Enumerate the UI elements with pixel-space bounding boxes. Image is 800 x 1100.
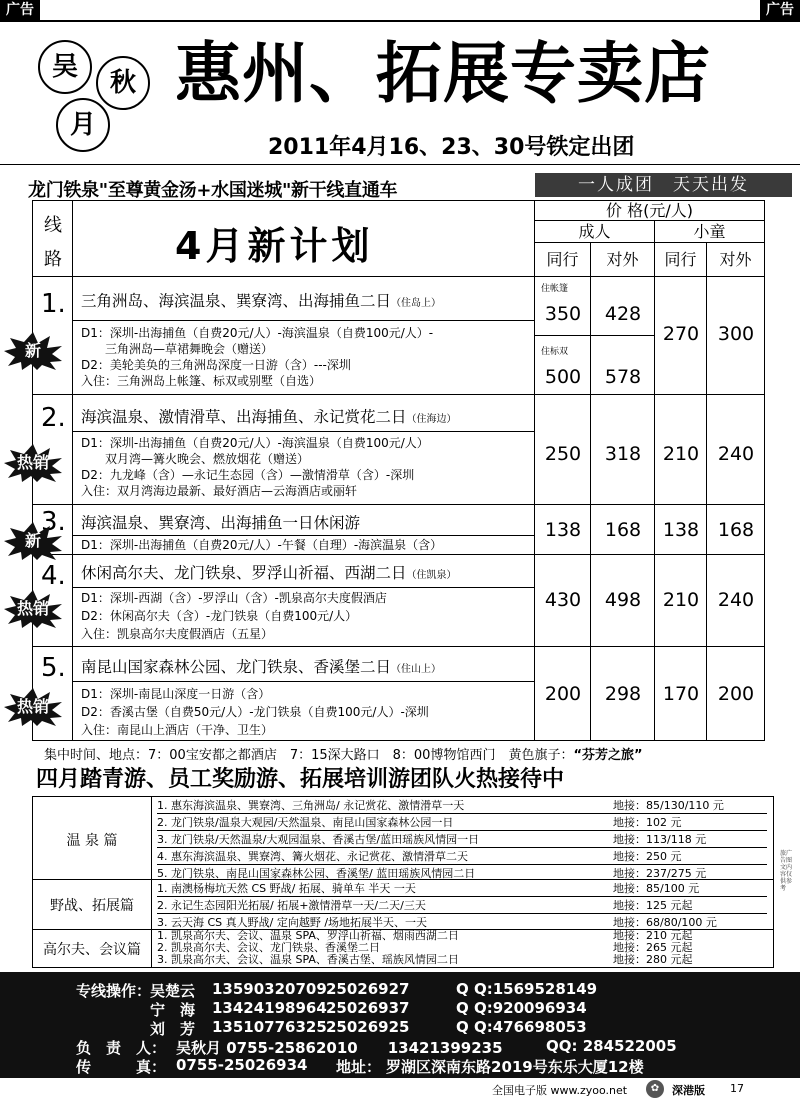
- route-1-child-peer-cell: [655, 277, 707, 395]
- section-item: [157, 954, 767, 966]
- section-item-text: 2. 龙门铁泉/温泉大观园/天然温泉、南昆山国家森林公园一日: [157, 816, 454, 829]
- route-2-adult-peer-cell: [535, 395, 591, 505]
- route-4-child-peer-cell: [655, 555, 707, 647]
- route-4-info: [73, 555, 535, 647]
- section-item-text: 1. 凯泉高尔夫、会议、温泉 SPA、罗浮山祈福、烟雨西湖二日: [157, 929, 459, 942]
- manager-label: 负 责 人：: [76, 1039, 167, 1057]
- contact-block: [0, 972, 800, 1078]
- route-2-num: 2.: [41, 403, 66, 433]
- departure-dates: 2011年4月16、23、30号铁定出团: [268, 135, 635, 160]
- section-item-price: 地接：102 元: [613, 816, 682, 829]
- section-item-price: 地接：113/118 元: [613, 833, 707, 846]
- route-2-child-peer-cell: [655, 395, 707, 505]
- route-5-details: [81, 685, 429, 739]
- route-5-num: 5.: [41, 653, 66, 683]
- contact-3-mobile: 13510776325: [212, 1018, 327, 1036]
- section-item-text: 3. 云天海 CS 真人野战/ 定向越野 /场地拓展半天、一天: [157, 916, 428, 929]
- route-3-child-ext-cell: [707, 505, 765, 555]
- plan-title: 4月新计划: [175, 224, 374, 268]
- route-4-adult-ext: 498: [604, 589, 642, 611]
- route-5-child-peer: 170: [662, 683, 700, 705]
- section-3-items: [157, 917, 767, 966]
- route-4-sep: [73, 587, 535, 588]
- contact-3-tel: 25026925: [326, 1018, 410, 1036]
- section-item-text: 4. 惠东海滨温泉、巽寮湾、篝火烟花、永记赏花、激情滑草二天: [157, 850, 468, 863]
- route-3-adult-peer-cell: [535, 505, 591, 555]
- route-5-title: [81, 655, 441, 677]
- route-1-std-peer: 500: [544, 366, 582, 388]
- section-item-price: 地接：85/130/110 元: [613, 799, 724, 812]
- meeting-text: 集中时间、地点：7：00宝安都之都酒店 7：15深大路口 8：00博物馆西门 黄色旗子：: [44, 748, 574, 763]
- brand-char-3: 月: [56, 98, 110, 152]
- section-item: [157, 797, 767, 814]
- route-5-title-note: （住山上）: [391, 664, 442, 675]
- route-5-line-3: 入住：南昆山上酒店（干净、卫生）: [81, 723, 274, 737]
- route-1-tent-ext-cell: [591, 277, 655, 336]
- section-2-label: 野战、拓展篇: [50, 898, 134, 914]
- contact-2-qq: Q Q:920096934: [456, 999, 587, 1017]
- route-4-num: 4.: [41, 561, 66, 591]
- route-3-num: 3.: [41, 507, 66, 537]
- route-2-adult-ext: 318: [604, 443, 642, 465]
- route-1-title: [81, 289, 441, 311]
- section-item-price: 地接：210 元起: [613, 929, 693, 942]
- fax-number: 0755-25026934: [176, 1056, 308, 1074]
- route-2-line-2: 双月湾—篝火晚会、燃放烟花（赠送）: [81, 452, 310, 466]
- section-item-price: 地接：125 元起: [613, 899, 693, 912]
- section-item-text: 5. 龙门铁泉、南昆山国家森林公园、香溪堡/ 蓝田瑶族风情园二日: [157, 867, 476, 880]
- promo-banner: 四月踏青游、员工奖励游、拓展培训游团队火热接待中: [36, 767, 565, 792]
- route-1-line-1: D1：深圳-出海捕鱼（自费20元/人）-海滨温泉（自费100元/人）-: [81, 326, 434, 340]
- route-2-title: [81, 405, 457, 427]
- route-2-line-4: 入住：双月湾海边最新、最好酒店—云海酒店或丽轩: [81, 484, 358, 498]
- address-label: 地址：: [336, 1058, 382, 1076]
- route-4-adult-peer: 430: [544, 589, 582, 611]
- section-item-text: 1. 惠东海滨温泉、巽寮湾、三角洲岛/ 永记赏花、激情滑草一天: [157, 799, 465, 812]
- section-item-text: 2. 凯泉高尔夫、会议、龙门铁泉、香溪堡二日: [157, 941, 380, 954]
- route-2-info: [73, 395, 535, 505]
- route-2-title-note: （住海边）: [406, 414, 457, 425]
- flag-name: “芬芳之旅”: [573, 748, 643, 763]
- route-5-child-peer-cell: [655, 647, 707, 741]
- footer-site: 全国电子版 www.zyoo.net: [492, 1084, 628, 1097]
- fax-label: 传 真：: [76, 1058, 167, 1076]
- route-1-tent-label: 住帐篷: [541, 284, 569, 294]
- route-5-line-2: D2：香溪古堡（自费50元/人）-龙门铁泉（自费100元/人）-深圳: [81, 705, 429, 719]
- section-1-items: [157, 797, 767, 881]
- route-1-line-3: D2：美轮美奂的三角洲岛深度一日游（含）---深圳: [81, 358, 351, 372]
- route-3-child-peer: 138: [662, 519, 700, 541]
- side-note: 旅广告图文内容仅供参考: [780, 850, 793, 892]
- route-3-child-peer-cell: [655, 505, 707, 555]
- group-badge: 一人成团 天天出发: [535, 173, 792, 197]
- route-1-tag-text: 新: [24, 341, 41, 360]
- route-1-line-2: 三角洲岛—草裙舞晚会（赠送）: [81, 342, 274, 356]
- route-5-info: [73, 647, 535, 741]
- route-5-adult-ext-cell: [591, 647, 655, 741]
- route-2-child-ext: 240: [717, 443, 755, 465]
- route-4-line-3: 入住：凯泉高尔夫度假酒店（五星）: [81, 627, 274, 641]
- route-3-child-ext: 168: [717, 519, 755, 541]
- contact-1-name: 吴楚云: [150, 982, 196, 1000]
- route-2-adult-ext-cell: [591, 395, 655, 505]
- route-4-child-ext-cell: [707, 555, 765, 647]
- route-1-tent-peer: 350: [544, 303, 582, 325]
- shop-title: 惠州、拓展专卖店: [175, 35, 711, 112]
- top-rule: [0, 20, 800, 22]
- footer-edition: 深港版: [672, 1084, 705, 1097]
- section-item: [157, 897, 767, 914]
- route-1-details: [81, 325, 433, 389]
- contact-2-name: 宁 海: [150, 1001, 196, 1019]
- section-item-price: 地接：237/275 元: [613, 867, 707, 880]
- adult-external-header: 对外: [591, 243, 655, 277]
- route-4-title: [81, 561, 457, 583]
- route-1-tent-peer-cell: [535, 277, 591, 336]
- section-item-text: 3. 龙门铁泉/天然温泉/大观园温泉、香溪古堡/蓝田瑶族风情园一日: [157, 833, 480, 846]
- route-3-info: [73, 505, 535, 555]
- route-2-sep: [73, 431, 535, 432]
- contact-3-name: 刘 芳: [150, 1020, 196, 1038]
- ad-label-right: 广告: [760, 0, 800, 20]
- child-external-header: 对外: [707, 243, 765, 277]
- route-2-tag-text: 热销: [16, 453, 49, 472]
- route-2-line-1: D1：深圳-出海捕鱼（自费20元/人）-海滨温泉（自费100元/人）: [81, 436, 429, 450]
- contact-2-tel: 25026937: [326, 999, 410, 1017]
- route-3-line-1: D1：深圳-出海捕鱼（自费20元/人）-午餐（自理）-海滨温泉（含）: [81, 538, 443, 552]
- contact-3-qq: Q Q:476698053: [456, 1018, 587, 1036]
- brand-char-2: 秋: [96, 56, 150, 110]
- route-4-tag-text: 热销: [16, 599, 49, 618]
- route-1-std-label: 住标双: [541, 347, 569, 357]
- route-2-details: [81, 435, 429, 499]
- route-4-details: [81, 589, 387, 643]
- section-item-price: 地接：265 元起: [613, 941, 693, 954]
- route-4-child-peer: 210: [662, 589, 700, 611]
- route-table: [32, 200, 765, 741]
- adult-header: 成人: [535, 221, 655, 243]
- section-item-price: 地接：85/100 元: [613, 882, 700, 895]
- child-peer-header: 同行: [655, 243, 707, 277]
- route-1-std-peer-cell: [535, 336, 591, 395]
- route-5-adult-peer: 200: [544, 683, 582, 705]
- section-item: [157, 831, 767, 848]
- route-4-line-2: D2：休闲高尔夫（含）-龙门铁泉（自费100元/人）: [81, 609, 358, 623]
- route-1-title-text: 三角洲岛、海滨温泉、巽寮湾、出海捕鱼二日: [81, 292, 392, 310]
- manager-qq: QQ: 284522005: [546, 1037, 677, 1055]
- route-3-adult-ext-cell: [591, 505, 655, 555]
- route-2-line-3: D2：九龙峰（含）—永记生态园（含）—激情滑草（含）-深圳: [81, 468, 415, 482]
- section-item-text: 1. 南澳杨梅坑天然 CS 野战/ 拓展、骑单车 半天 一天: [157, 882, 416, 895]
- route-2-child-peer: 210: [662, 443, 700, 465]
- contact-1-tel: 25026927: [326, 980, 410, 998]
- route-1-info: [73, 277, 535, 395]
- meeting-info: [44, 744, 643, 763]
- route-3-adult-peer: 138: [544, 519, 582, 541]
- section-item: [157, 880, 767, 897]
- sections-table: [32, 796, 774, 968]
- section-1-label: 温 泉 篇: [66, 833, 118, 849]
- route-4-title-text: 休闲高尔夫、龙门铁泉、罗浮山祈福、西湖二日: [81, 564, 407, 582]
- section-item-price: 地接：250 元: [613, 850, 682, 863]
- route-1-std-ext-cell: [591, 336, 655, 395]
- section-item: [157, 848, 767, 865]
- contact-2-mobile: 13424198964: [212, 999, 327, 1017]
- route-1-child-ext: 300: [717, 323, 755, 345]
- route-4-line-1: D1：深圳-西湖（含）-罗浮山（含）-凯泉高尔夫度假酒店: [81, 591, 387, 605]
- address: 罗湖区深南东路2019号东乐大厦12楼: [386, 1058, 644, 1076]
- page-number: 17: [730, 1082, 744, 1095]
- section-item-text: 3. 凯泉高尔夫、会议、温泉 SPA、香溪古堡、瑶族风情园二日: [157, 953, 459, 966]
- route-5-tag-text: 热销: [16, 697, 49, 716]
- section-item-price: 地接：68/80/100 元: [613, 916, 717, 929]
- adult-peer-header: 同行: [535, 243, 591, 277]
- section-2-label-cell: [33, 879, 152, 930]
- subtitle: 龙门铁泉"至尊黄金汤+水国迷城"新干线直通车: [28, 180, 398, 201]
- route-1-child-ext-cell: [707, 277, 765, 395]
- route-2-adult-peer: 250: [544, 443, 582, 465]
- route-5-child-ext: 200: [717, 683, 755, 705]
- divider: [0, 164, 800, 165]
- section-item: [157, 814, 767, 831]
- section-item-text: 2. 永记生态园阳光拓展/ 拓展+激情滑草一天/二天/三天: [157, 899, 426, 912]
- route-5-sep: [73, 681, 535, 682]
- ad-label-left: 广告: [0, 0, 40, 20]
- route-1-tent-ext: 428: [604, 303, 642, 325]
- child-header: 小童: [655, 221, 765, 243]
- route-3-adult-ext: 168: [604, 519, 642, 541]
- route-1-title-note: （住岛上）: [391, 298, 442, 309]
- route-2-title-text: 海滨温泉、激情滑草、出海捕鱼、永记赏花二日: [81, 408, 407, 426]
- route-3-sep: [73, 535, 535, 536]
- route-1-child-peer: 270: [662, 323, 700, 345]
- route-1-std-ext: 578: [604, 366, 642, 388]
- route-3-tag-text: 新: [24, 531, 41, 550]
- route-4-child-ext: 240: [717, 589, 755, 611]
- route-5-adult-ext: 298: [604, 683, 642, 705]
- contact-1-mobile: 13590320709: [212, 980, 327, 998]
- route-col-header: [33, 201, 73, 277]
- route-2-child-ext-cell: [707, 395, 765, 505]
- route-5-line-1: D1：深圳-南昆山深度一日游（含）: [81, 687, 271, 701]
- brand-char-1: 吴: [38, 40, 92, 94]
- route-5-adult-peer-cell: [535, 647, 591, 741]
- section-3-label: 高尔夫、会议篇: [43, 942, 141, 958]
- contact-1-qq: Q Q:1569528149: [456, 980, 598, 998]
- price-header: 价 格(元/人): [535, 201, 765, 221]
- route-col-header-1: 线: [44, 215, 62, 236]
- route-5-title-text: 南昆山国家森林公园、龙门铁泉、香溪堡二日: [81, 658, 392, 676]
- section-1-label-cell: [33, 797, 152, 880]
- section-item-price: 地接：280 元起: [613, 953, 693, 966]
- route-3-title: 海滨温泉、巽寮湾、出海捕鱼一日休闲游: [81, 514, 361, 532]
- manager-contact: 吴秋月 0755-25862010 13421399235: [176, 1039, 503, 1057]
- route-1-sep: [73, 320, 535, 321]
- route-col-header-2: 路: [44, 249, 62, 270]
- section-3-label-cell: [33, 929, 152, 967]
- route-4-title-note: （住凯泉）: [406, 570, 457, 581]
- route-5-child-ext-cell: [707, 647, 765, 741]
- ops-label: 专线操作：: [76, 982, 152, 1000]
- route-1-num: 1.: [41, 289, 66, 319]
- route-4-adult-peer-cell: [535, 555, 591, 647]
- route-4-adult-ext-cell: [591, 555, 655, 647]
- logo-icon: ✿: [646, 1080, 664, 1098]
- route-1-line-4: 入住：三角洲岛上帐篷、标双或别墅（自选）: [81, 374, 322, 388]
